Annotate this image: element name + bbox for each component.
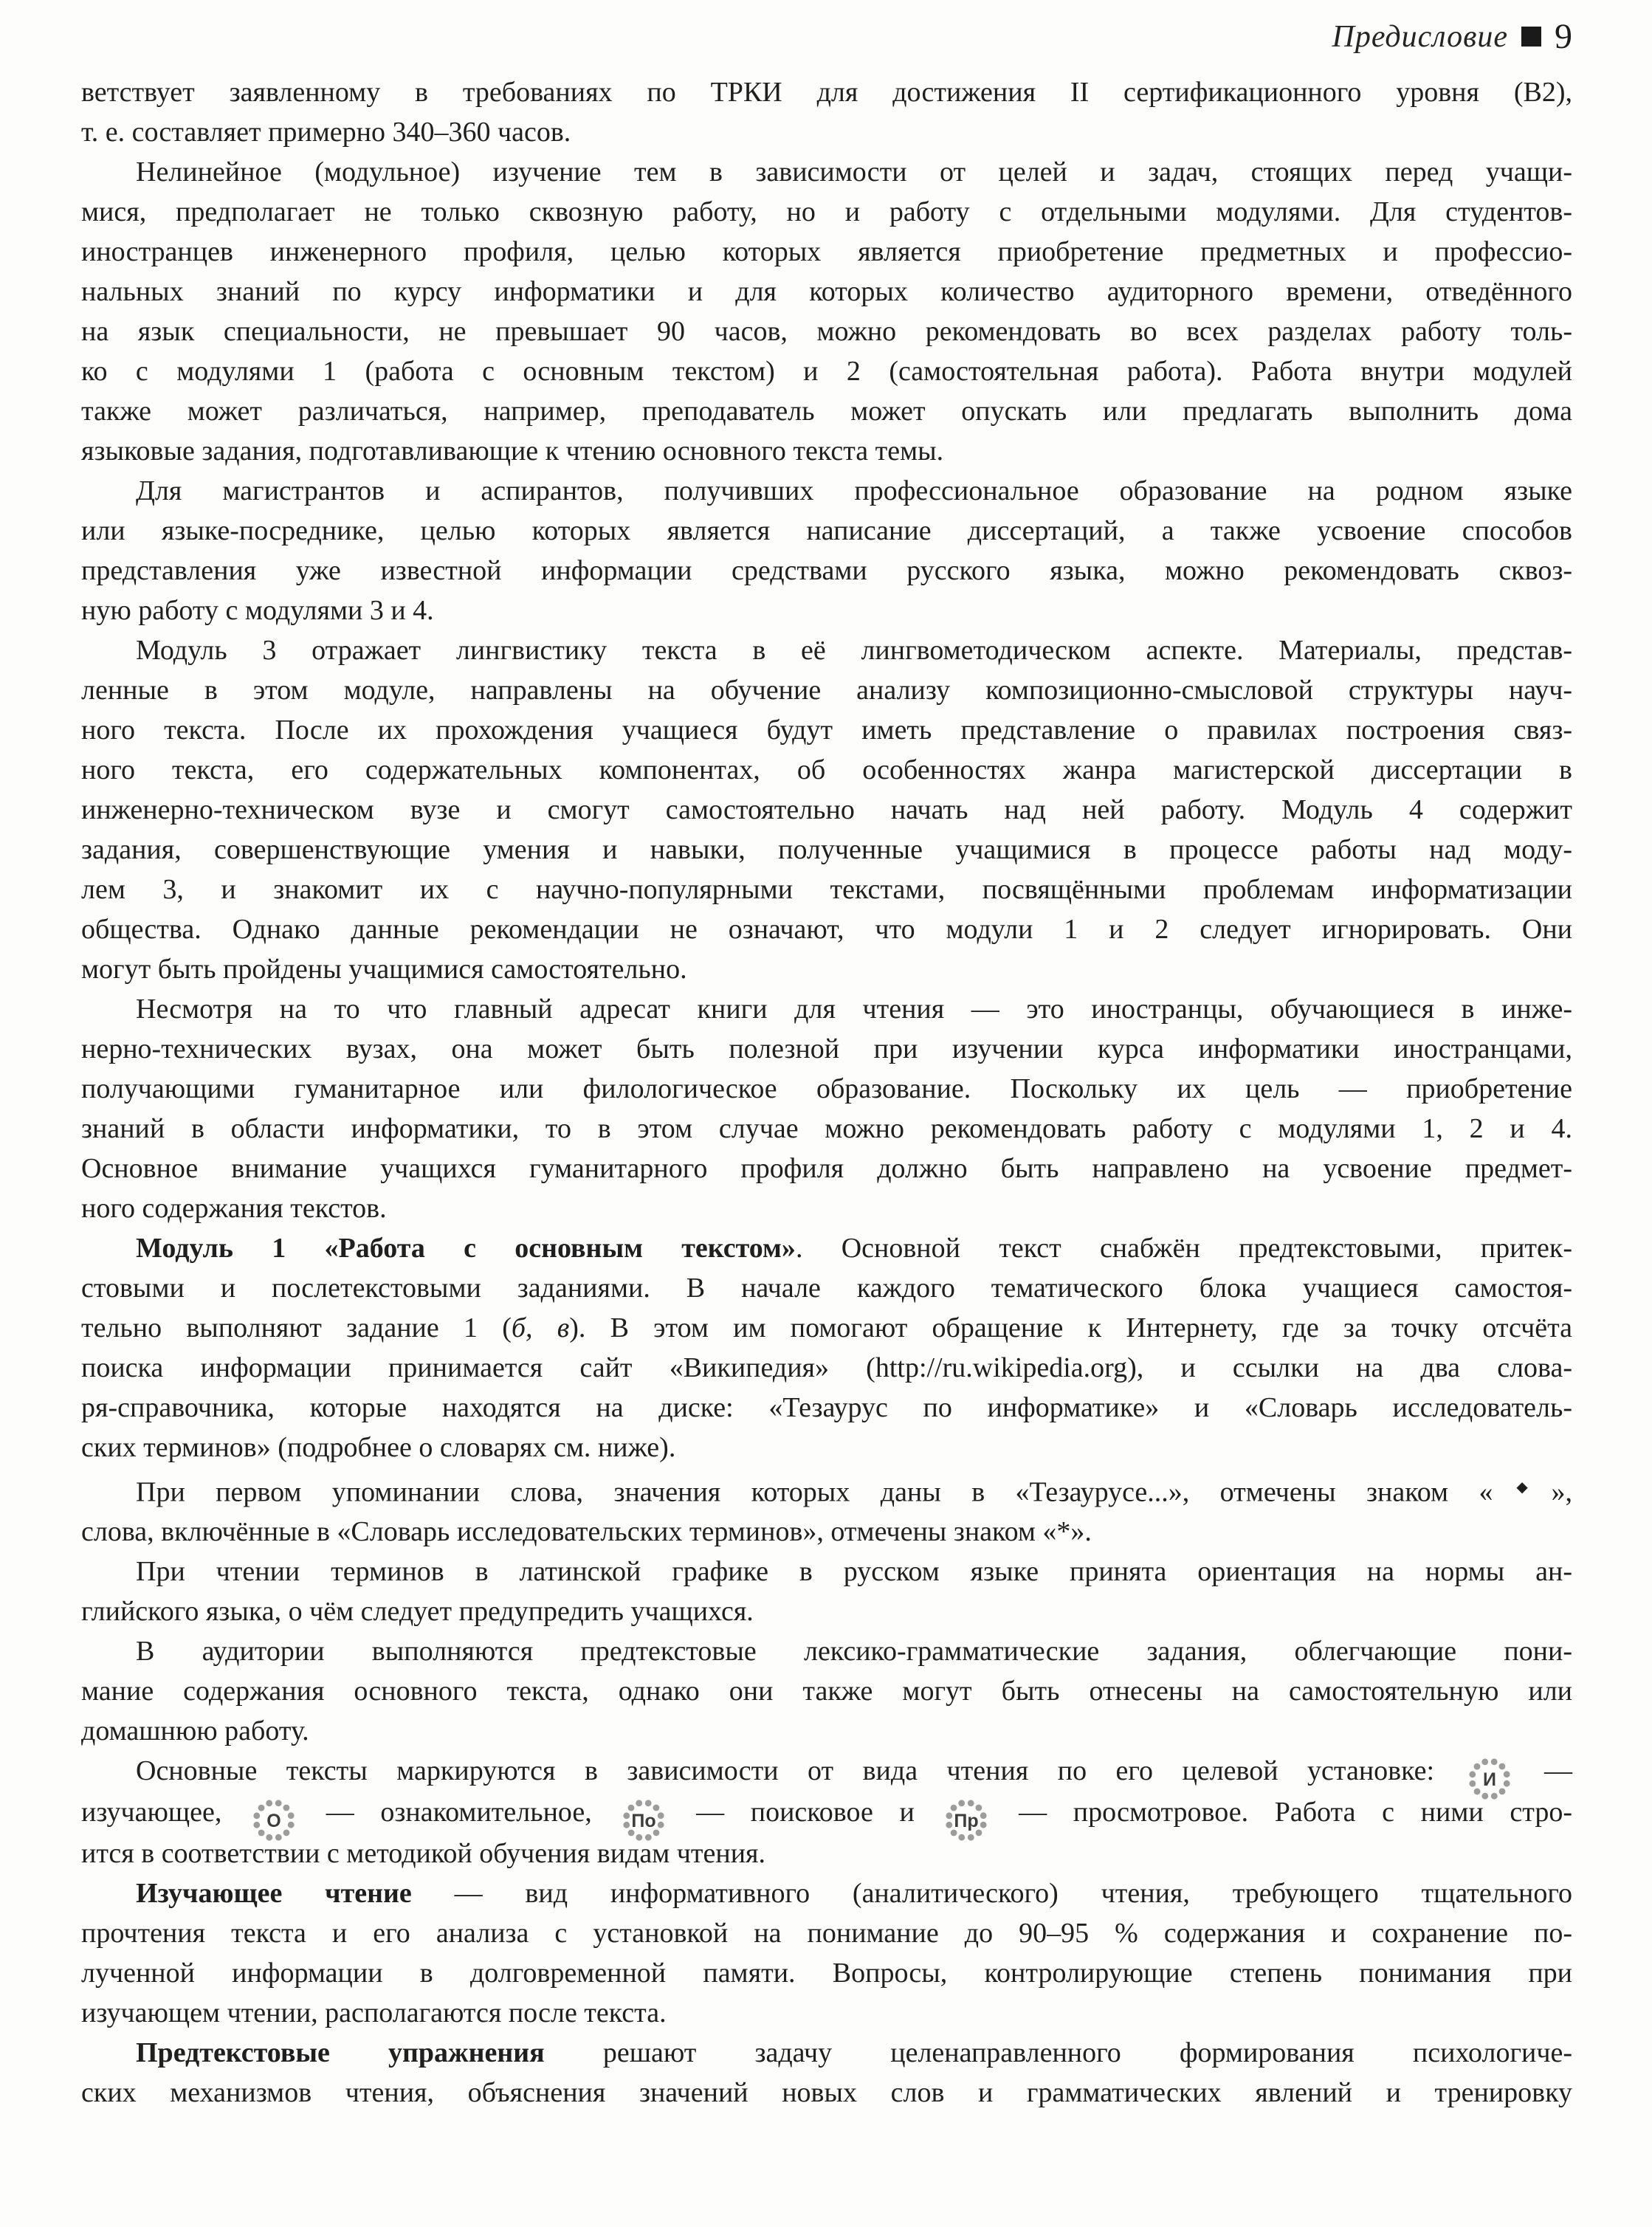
text-run: Основные тексты маркируются в зависимости от вида чтения по его целевой установке: bbox=[136, 1755, 1464, 1787]
text-run: т. е. составляет примерно 340–360 часов. bbox=[81, 117, 571, 148]
text-run: лученной информации в долговременной памяти. Вопросы, контролирующие степень понимания при bbox=[81, 1958, 1572, 1989]
text-run: ленные в этом модуле, направлены на обучение анализу композиционно-смысловой структуры науч- bbox=[81, 675, 1572, 706]
svg-text:Пр: Пр bbox=[954, 1811, 980, 1832]
page-number: 9 bbox=[1555, 17, 1572, 56]
paragraph bbox=[81, 471, 1572, 630]
text-run: знаний в области информатики, то в этом случае можно рекомендовать работу с модулями 1, 2 и 4. bbox=[81, 1113, 1572, 1144]
text-line bbox=[81, 1188, 1572, 1228]
text-line bbox=[81, 112, 1572, 152]
text-run: изучающее, bbox=[81, 1797, 249, 1828]
paragraph bbox=[81, 1873, 1572, 2033]
text-run: ских терминов» (подробнее о словарях см. ниже). bbox=[81, 1432, 676, 1463]
text-run: также может различаться, например, преподаватель может опускать или предлагать выполнить дома bbox=[81, 396, 1572, 427]
text-run: изучающем чтении, располагаются после текста. bbox=[81, 1997, 667, 2029]
text-run: Изучающее чтение bbox=[136, 1878, 412, 1910]
text-line bbox=[81, 1348, 1572, 1388]
text-line bbox=[81, 1149, 1572, 1188]
paragraph bbox=[81, 2033, 1572, 2113]
text-run: При чтении терминов в латинской графике в русском языке принята ориентация на нормы ан- bbox=[136, 1556, 1572, 1588]
svg-text:По: По bbox=[631, 1811, 657, 1832]
text-line bbox=[81, 2073, 1572, 2113]
text-line bbox=[81, 1388, 1572, 1428]
text-run: слова, включённые в «Словарь исследовательских терминов», отмечены знаком «*». bbox=[81, 1516, 1092, 1548]
text-run: нальных знаний по курсу информатики и для которых количество аудиторного времени, отведённого bbox=[81, 276, 1572, 307]
text-line bbox=[81, 72, 1572, 112]
text-line bbox=[81, 1953, 1572, 1993]
text-run: мание содержания основного текста, однако они также могут быть отнесены на самостоятельную или bbox=[81, 1676, 1572, 1707]
text-line bbox=[81, 1069, 1572, 1109]
text-run: . Основной текст снабжён предтекстовыми, притек- bbox=[795, 1233, 1572, 1264]
text-line bbox=[81, 1552, 1572, 1591]
text-line bbox=[81, 351, 1572, 391]
text-run: В аудитории выполняются предтекстовые лексико-грамматические задания, облегчающие пони- bbox=[136, 1636, 1572, 1667]
text-line bbox=[81, 591, 1572, 630]
text-run: Несмотря на то что главный адресат книги для чтения — это иностранцы, обучающиеся в инже- bbox=[136, 994, 1572, 1025]
text-line bbox=[81, 232, 1572, 272]
text-run: языковые задания, подготавливающие к чтению основного текста темы. bbox=[81, 436, 944, 467]
text-run: ко с модулями 1 (работа с основным текстом) и 2 (самостоятельная работа). Работа внутри модулей bbox=[81, 356, 1572, 387]
text-run: ного текста, его содержательных компонентах, об особенностях жанра магистерской диссертации в bbox=[81, 754, 1572, 785]
paragraph bbox=[81, 1467, 1572, 1552]
text-line bbox=[81, 471, 1572, 511]
text-line bbox=[81, 750, 1572, 790]
text-line bbox=[81, 551, 1572, 591]
page-header bbox=[1332, 16, 1572, 57]
text-line bbox=[81, 1591, 1572, 1631]
text-run: ). В этом им помогают обращение к Интернету, где за точку отсчёта bbox=[569, 1312, 1573, 1343]
paragraph bbox=[81, 1552, 1572, 1631]
text-line bbox=[81, 1631, 1572, 1671]
running-head-title: Предисловие bbox=[1332, 19, 1508, 54]
text-line bbox=[81, 152, 1572, 192]
text-run: — ознакомительное, bbox=[300, 1797, 619, 1828]
text-run: Предтекстовые упражнения bbox=[136, 2037, 545, 2069]
text-run: нерно-технических вузах, она может быть полезной при изучении курса информатики иностранцами, bbox=[81, 1033, 1572, 1064]
text-run: задания, совершенствующие умения и навыки, полученные учащимися в процессе работы над моду- bbox=[81, 834, 1572, 865]
text-run: Нелинейное (модульное) изучение тем в зависимости от целей и задач, стоящих перед учащи- bbox=[136, 156, 1572, 187]
text-run: При первом упоминании слова, значения которых даны в «Тезаурусе...», отмечены знаком « bbox=[136, 1476, 1493, 1508]
text-line bbox=[81, 630, 1572, 670]
text-run: Для магистрантов и аспирантов, получивших профессиональное образование на родном языке bbox=[136, 475, 1572, 506]
text-run: стовыми и послетекстовыми заданиями. В начале каждого тематического блока учащиеся самостоя- bbox=[81, 1273, 1572, 1304]
text-run: ную работу с модулями 3 и 4. bbox=[81, 595, 434, 626]
text-body bbox=[81, 72, 1572, 2113]
text-line bbox=[81, 1993, 1572, 2033]
svg-text:И: И bbox=[1482, 1769, 1496, 1791]
text-line bbox=[81, 391, 1572, 431]
text-line bbox=[81, 1711, 1572, 1751]
text-line bbox=[81, 2033, 1572, 2073]
paragraph bbox=[81, 152, 1572, 471]
text-run: — просмотровое. Работа с ними стро- bbox=[992, 1797, 1572, 1828]
text-line bbox=[81, 1308, 1572, 1348]
text-line bbox=[81, 1751, 1572, 1792]
text-run: — bbox=[1515, 1755, 1572, 1787]
text-run: ◆ bbox=[1493, 1479, 1552, 1495]
text-line bbox=[81, 830, 1572, 870]
text-run: — поисковое и bbox=[670, 1797, 941, 1828]
text-run: — вид информативного (аналитического) чтения, требующего тщательного bbox=[411, 1878, 1573, 1910]
text-line bbox=[81, 909, 1572, 949]
text-line bbox=[81, 1029, 1572, 1069]
paragraph bbox=[81, 989, 1572, 1228]
paragraph bbox=[81, 1751, 1572, 1873]
paragraph bbox=[81, 1228, 1572, 1467]
text-run: Модуль 3 отражает лингвистику текста в её лингвометодическом аспекте. Материалы, представ- bbox=[136, 635, 1572, 666]
text-line bbox=[81, 870, 1572, 909]
text-run: глийского языка, о чём следует предупредить учащихся. bbox=[81, 1596, 754, 1628]
text-line bbox=[81, 989, 1572, 1029]
text-run: ветствует заявленному в требованиях по ТРКИ для достижения II сертификационного уровня (В2), bbox=[81, 77, 1572, 108]
text-run: могут быть пройдены учащимися самостоятельно. bbox=[81, 954, 687, 985]
text-run: ного содержания текстов. bbox=[81, 1193, 387, 1224]
text-line bbox=[81, 1792, 1572, 1834]
text-line bbox=[81, 1834, 1572, 1873]
text-run: лем 3, и знакомит их с научно-популярными текстами, посвящёнными проблемам информатизации bbox=[81, 874, 1572, 905]
text-run: ится в соответствии с методикой обучения видам чтения. bbox=[81, 1838, 766, 1870]
text-run: тельно выполняют задание 1 ( bbox=[81, 1312, 512, 1343]
text-run: общества. Однако данные рекомендации не означают, что модули 1 и 2 следует игнорировать. Они bbox=[81, 914, 1572, 945]
text-run: прочтения текста и его анализа с установкой на понимание до 90–95 % содержания и сохранение по- bbox=[81, 1918, 1572, 1949]
paragraph bbox=[81, 1631, 1572, 1751]
paragraph bbox=[81, 630, 1572, 989]
text-run: представления уже известной информации средствами русского языка, можно рекомендовать сквоз- bbox=[81, 555, 1572, 586]
text-run: иностранцев инженерного профиля, целью которых является приобретение предметных и профессио- bbox=[81, 236, 1572, 267]
text-run: Модуль 1 «Работа с основным текстом» bbox=[136, 1233, 796, 1264]
text-run: или языке-посреднике, целью которых является написание диссертаций, а также усвоение способов bbox=[81, 515, 1572, 546]
text-run: ного текста. После их прохождения учащиеся будут иметь представление о правилах построения связ- bbox=[81, 715, 1572, 746]
text-line bbox=[81, 272, 1572, 311]
text-run: Основное внимание учащихся гуманитарного профиля должно быть направлено на усвоение предмет- bbox=[81, 1153, 1572, 1184]
header-square-marker-icon bbox=[1521, 27, 1541, 47]
text-run: ских механизмов чтения, объяснения значений новых слов и грамматических явлений и тренировку bbox=[81, 2077, 1572, 2109]
text-run: мися, предполагает не только сквозную работу, но и работу с отдельными модулями. Для студентов- bbox=[81, 196, 1572, 227]
text-line bbox=[81, 311, 1572, 351]
text-line bbox=[81, 192, 1572, 232]
text-line bbox=[81, 1913, 1572, 1953]
text-line bbox=[81, 1109, 1572, 1149]
text-run: б, в bbox=[511, 1312, 570, 1343]
reading-mode-prosmotrovoe-icon bbox=[944, 1798, 988, 1842]
text-run: поиска информации принимается сайт «Википедия» (http://ru.wikipedia.org), и ссылки на два слова- bbox=[81, 1352, 1572, 1383]
text-run: », bbox=[1551, 1476, 1572, 1508]
text-line bbox=[81, 1228, 1572, 1268]
svg-text:О: О bbox=[266, 1811, 281, 1832]
text-line bbox=[81, 949, 1572, 989]
text-run: домашнюю работу. bbox=[81, 1715, 309, 1747]
text-line bbox=[81, 1873, 1572, 1913]
text-line bbox=[81, 511, 1572, 551]
text-line bbox=[81, 1671, 1572, 1711]
text-line bbox=[81, 710, 1572, 750]
text-run: инженерно-техническом вузе и смогут самостоятельно начать над ней работу. Модуль 4 содержит bbox=[81, 794, 1572, 825]
text-run: на язык специальности, не превышает 90 часов, можно рекомендовать во всех разделах работу толь- bbox=[81, 316, 1572, 347]
text-line bbox=[81, 1467, 1572, 1512]
text-line bbox=[81, 1512, 1572, 1552]
text-line bbox=[81, 431, 1572, 471]
text-line bbox=[81, 790, 1572, 830]
paragraph bbox=[81, 72, 1572, 152]
text-run: ря-справочника, которые находятся на диске: «Тезаурус по информатике» и «Словарь исследователь- bbox=[81, 1392, 1572, 1423]
text-run: получающими гуманитарное или филологическое образование. Поскольку их цель — приобретение bbox=[81, 1073, 1572, 1104]
text-line bbox=[81, 1428, 1572, 1467]
text-line bbox=[81, 670, 1572, 710]
text-line bbox=[81, 1268, 1572, 1308]
text-run: решают задачу целенаправленного формирования психологиче- bbox=[544, 2037, 1572, 2069]
